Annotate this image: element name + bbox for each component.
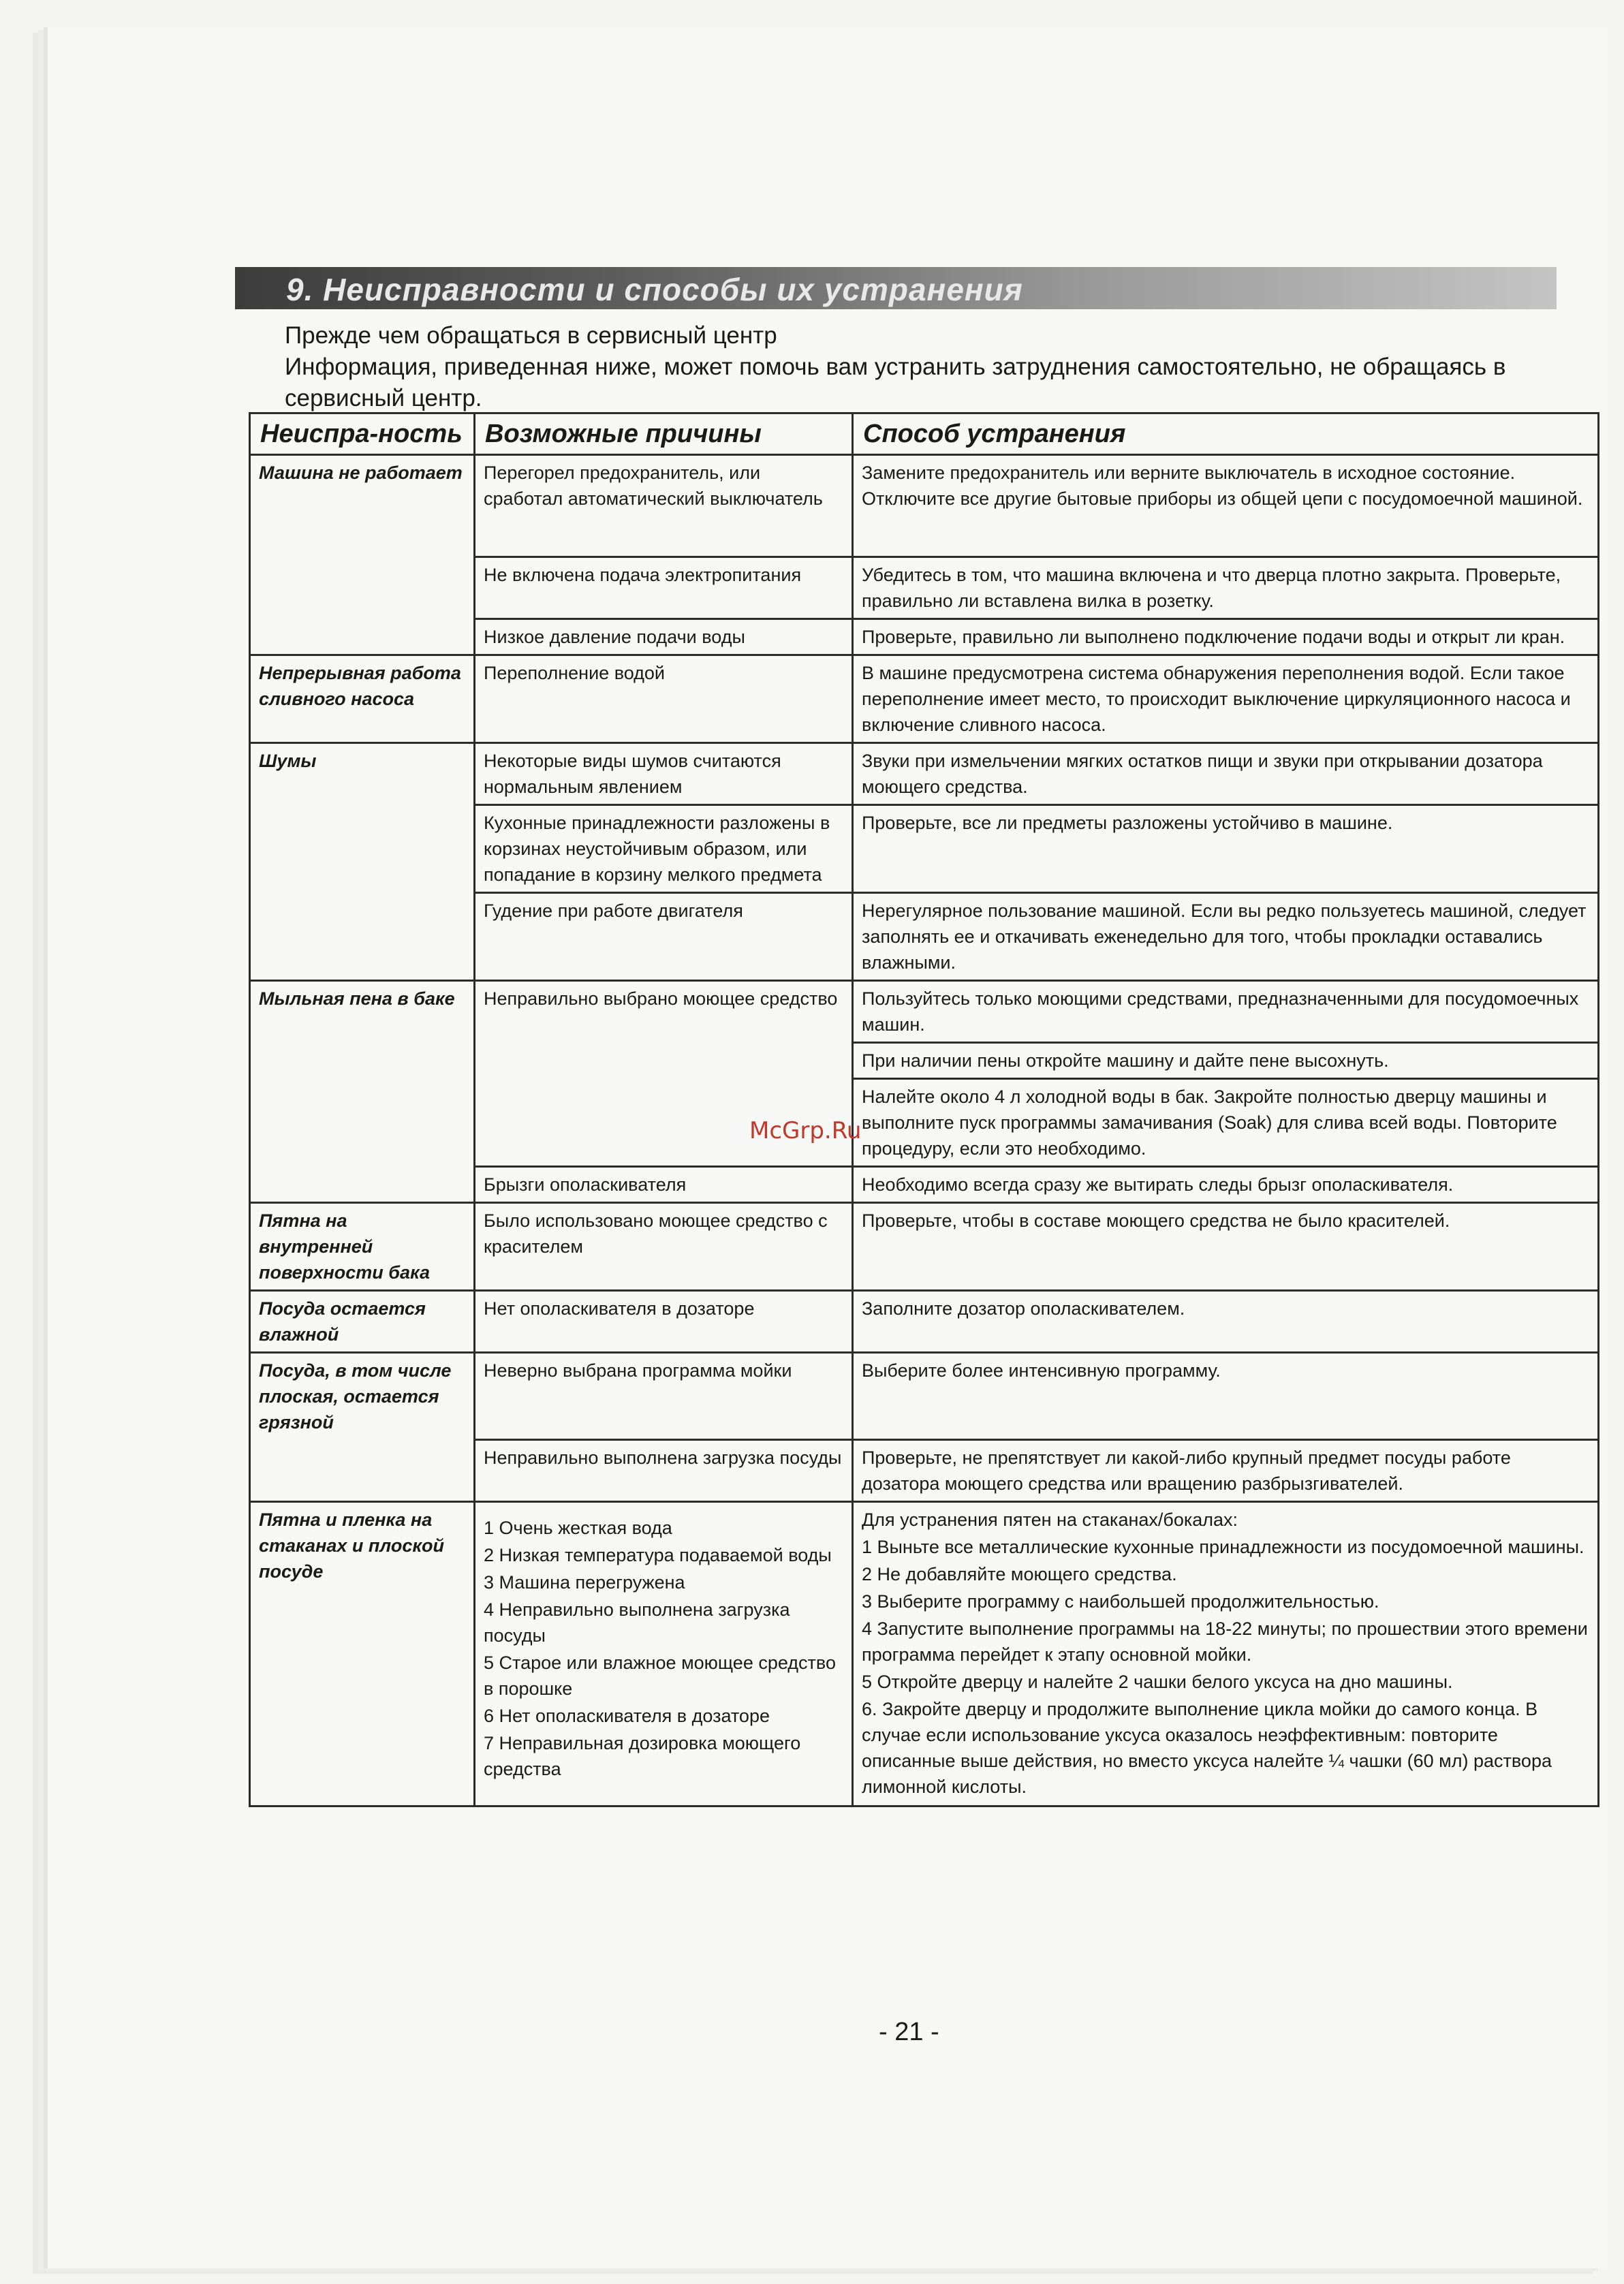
cause-item: 7 Неправильная дозировка моющего средства [484, 1732, 801, 1779]
table-row [250, 1439, 1599, 1501]
cause-cell: Перегорел предохранитель, или сработал автоматический выключатель [475, 455, 853, 557]
table-row [250, 1079, 1599, 1167]
header-causes: Возможные причины [475, 413, 853, 455]
fault-cell [250, 893, 475, 981]
table-row [250, 619, 1599, 655]
intro-line-2: Информация, приведенная ниже, может помочь вам устранить затруднения самостоятельно, не обращаясь в сервисный центр. [285, 354, 1506, 411]
fault-cell [250, 557, 475, 619]
table-row [250, 1291, 1599, 1353]
fault-cell: Мыльная пена в баке [250, 981, 475, 1043]
cause-cell: Неверно выбрана программа мойки [475, 1353, 853, 1440]
remedy-item: 5 Откройте дверцу и налейте 2 чашки белого уксуса на дно машины. [862, 1671, 1453, 1692]
remedy-cell: Звуки при измельчении мягких остатков пищи и звуки при открывании дозатора моющего средства. [853, 743, 1599, 805]
remedy-cell: Нерегулярное пользование машиной. Если вы редко пользуетесь машиной, следует заполнять ее и откачивать еженедельно для того, чтобы прокладки оставались влажными. [853, 893, 1599, 981]
cause-item: 1 Очень жесткая вода [484, 1517, 672, 1538]
remedy-item: Для устранения пятен на стаканах/бокалах: [862, 1509, 1238, 1530]
remedy-cell: Выберите более интенсивную программу. [853, 1353, 1599, 1440]
fault-cell [250, 619, 475, 655]
intro-text [285, 320, 1565, 414]
cause-item: 2 Низкая температура подаваемой воды [484, 1544, 832, 1565]
cause-cell: Не включена подача электропитания [475, 557, 853, 619]
remedy-cell: Налейте около 4 л холодной воды в бак. Закройте полностью дверцу машины и выполните пуск программы замачивания (Soak) для слива всей воды. Повторите процедуру, если это необходимо. [853, 1079, 1599, 1167]
troubleshooting-table [249, 412, 1599, 1807]
remedy-item: 2 Не добавляйте моющего средства. [862, 1563, 1177, 1584]
fault-cell [250, 1167, 475, 1203]
remedy-cell: Проверьте, все ли предметы разложены устойчиво в машине. [853, 805, 1599, 893]
table-row-spots [250, 1501, 1599, 1806]
fault-cell: Посуда, в том числе плоская, остается грязной [250, 1353, 475, 1440]
table-row [250, 893, 1599, 981]
cause-cell: Неправильно выполнена загрузка посуды [475, 1439, 853, 1501]
remedy-item: 6. Закройте дверцу и продолжите выполнение цикла мойки до самого конца. В случае если использование уксуса оказалось неэффективным: повторите описанные выше действия, но вместо уксуса налейте ¼ чашки (60 мл) раствора лимонной кислоты. [862, 1698, 1552, 1797]
remedy-item: 3 Выберите программу с наибольшей продолжительностью. [862, 1591, 1379, 1612]
fault-cell: Пятна на внутренней поверхности бака [250, 1203, 475, 1291]
table-row [250, 557, 1599, 619]
watermark: McGrp.Ru [749, 1117, 862, 1144]
fault-cell: Машина не работает [250, 455, 475, 557]
header-fault: Неиспра-ность [250, 413, 475, 455]
table-row [250, 1043, 1599, 1079]
table-row [250, 1167, 1599, 1203]
page-number: - 21 - [879, 2018, 939, 2046]
remedy-cell: Убедитесь в том, что машина включена и что дверца плотно закрыта. Проверьте, правильно ли вставлена вилка в розетку. [853, 557, 1599, 619]
cause-item: 3 Машина перегружена [484, 1571, 685, 1593]
remedy-cell: Пользуйтесь только моющими средствами, предназначенными для посудомоечных машин. [853, 981, 1599, 1043]
fault-cell: Непрерывная работа сливного насоса [250, 655, 475, 743]
table-header-row [250, 413, 1599, 455]
remedy-item: 1 Выньте все металлические кухонные принадлежности из посудомоечной машины. [862, 1536, 1584, 1557]
remedy-cell: Заполните дозатор ополаскивателем. [853, 1291, 1599, 1353]
cause-item: 4 Неправильно выполнена загрузка посуды [484, 1599, 790, 1646]
cause-cell [475, 1043, 853, 1079]
table-row [250, 981, 1599, 1043]
fault-cell: Посуда остается влажной [250, 1291, 475, 1353]
remedy-cell: Замените предохранитель или верните выключатель в исходное состояние. Отключите все другие бытовые приборы из общей цепи с посудомоечной машиной. [853, 455, 1599, 557]
section-title: 9. Неисправности и способы их устранения [286, 272, 1023, 307]
remedy-cell: В машине предусмотрена система обнаружения переполнения водой. Если такое переполнение имеет место, то происходит выключение циркуляционного насоса и включение сливного насоса. [853, 655, 1599, 743]
remedy-cell: При наличии пены откройте машину и дайте пене высохнуть. [853, 1043, 1599, 1079]
remedy-list [853, 1501, 1599, 1806]
fault-cell [250, 805, 475, 893]
table-row [250, 455, 1599, 557]
cause-list [475, 1501, 853, 1806]
remedy-cell: Проверьте, правильно ли выполнено подключение подачи воды и открыт ли кран. [853, 619, 1599, 655]
fault-cell [250, 1079, 475, 1167]
fault-cell: Шумы [250, 743, 475, 805]
fault-cell [250, 1439, 475, 1501]
cause-item: 6 Нет ополаскивателя в дозаторе [484, 1705, 770, 1726]
fault-cell: Пятна и пленка на стаканах и плоской посуде [250, 1501, 475, 1806]
cause-cell: Было использовано моющее средство с красителем [475, 1203, 853, 1291]
remedy-item: 4 Запустите выполнение программы на 18-22 минуты; по прошествии этого времени программа перейдет к этапу основной мойки. [862, 1618, 1588, 1665]
fault-cell [250, 1043, 475, 1079]
header-remedy: Способ устранения [853, 413, 1599, 455]
cause-cell: Кухонные принадлежности разложены в корзинах неустойчивым образом, или попадание в корзину мелкого предмета [475, 805, 853, 893]
remedy-cell: Проверьте, не препятствует ли какой-либо крупный предмет посуды работе дозатора моющего средства или вращению разбрызгивателей. [853, 1439, 1599, 1501]
cause-cell: Неправильно выбрано моющее средство [475, 981, 853, 1043]
remedy-cell: Проверьте, чтобы в составе моющего средства не было красителей. [853, 1203, 1599, 1291]
table-row [250, 1203, 1599, 1291]
table-row [250, 743, 1599, 805]
table-row [250, 1353, 1599, 1440]
cause-cell: Некоторые виды шумов считаются нормальным явлением [475, 743, 853, 805]
table-row [250, 655, 1599, 743]
remedy-cell: Необходимо всегда сразу же вытирать следы брызг ополаскивателя. [853, 1167, 1599, 1203]
intro-line-1: Прежде чем обращаться в сервисный центр [285, 322, 777, 349]
cause-cell: Переполнение водой [475, 655, 853, 743]
table-row [250, 805, 1599, 893]
cause-cell: Гудение при работе двигателя [475, 893, 853, 981]
cause-cell: Нет ополаскивателя в дозаторе [475, 1291, 853, 1353]
cause-item: 5 Старое или влажное моющее средство в порошке [484, 1652, 836, 1699]
cause-cell: Низкое давление подачи воды [475, 619, 853, 655]
cause-cell: Брызги ополаскивателя [475, 1167, 853, 1203]
